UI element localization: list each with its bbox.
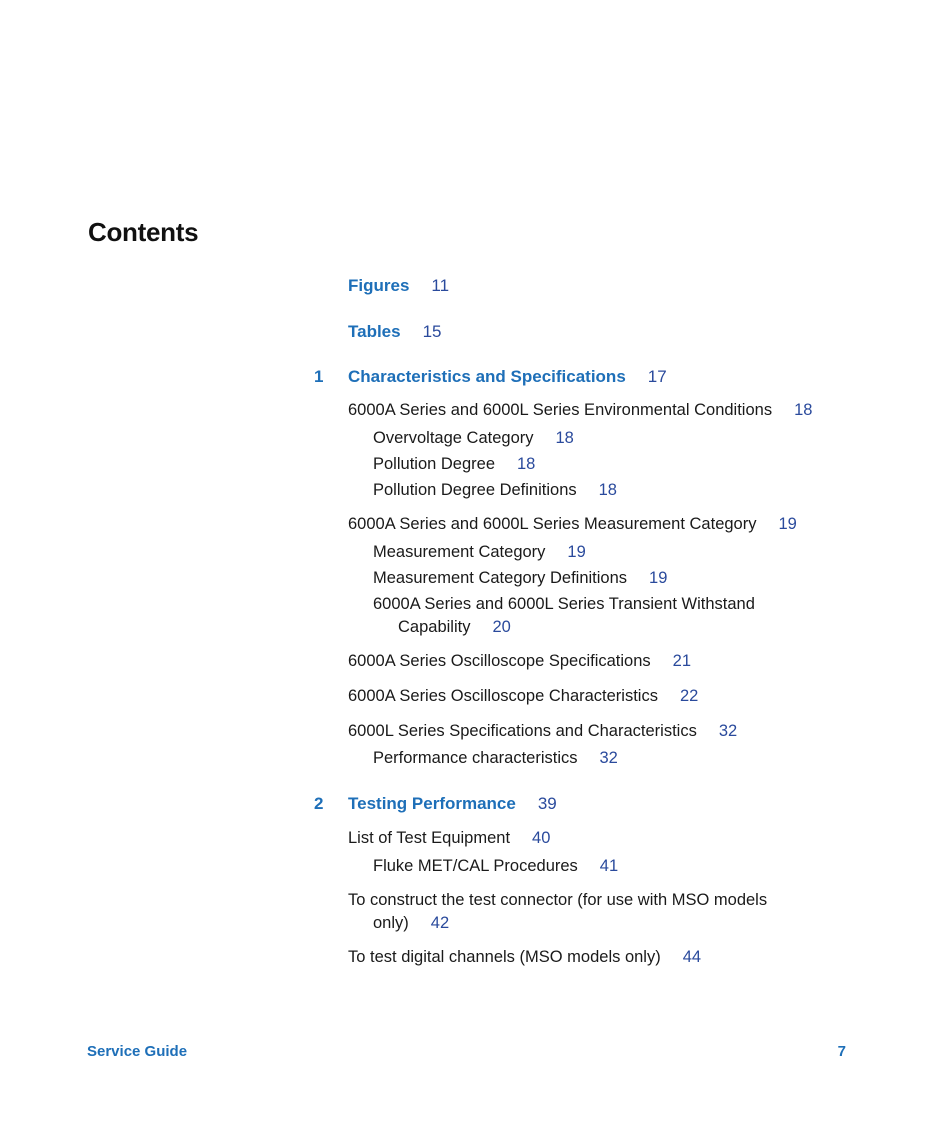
toc-entry-title: 6000A Series and 6000L Series Environmental Conditions <box>348 401 773 419</box>
toc-page-number: 39 <box>537 794 557 813</box>
toc-page-number: 22 <box>679 687 699 705</box>
toc-entry-continuation[interactable] <box>373 914 449 933</box>
toc-entry[interactable] <box>373 749 618 768</box>
toc-entry[interactable] <box>348 687 698 706</box>
toc-page-number: 15 <box>422 322 442 341</box>
toc-chapter-1[interactable] <box>348 367 667 387</box>
toc-entry[interactable] <box>373 595 755 614</box>
page-title: Contents <box>88 217 199 247</box>
toc-entry-tables[interactable] <box>348 322 442 342</box>
toc-page-number: 18 <box>598 481 617 499</box>
toc-page-number: 42 <box>430 914 450 932</box>
footer-guide-label: Service Guide <box>87 1043 188 1060</box>
toc-page-number: 19 <box>778 515 797 533</box>
toc-entry[interactable] <box>373 455 535 474</box>
toc-entry[interactable] <box>348 515 797 534</box>
toc-entry[interactable] <box>348 722 737 741</box>
toc-page-number: 40 <box>532 829 551 847</box>
toc-entry-title: Pollution Degree <box>373 455 495 473</box>
toc-entry[interactable] <box>373 481 617 500</box>
toc-page-number: 19 <box>567 543 586 561</box>
toc-entry-title: Fluke MET/CAL Procedures <box>373 857 578 875</box>
toc-entry-title: Tables <box>348 322 401 341</box>
toc-entry-title: Overvoltage Category <box>373 429 534 447</box>
toc-entry[interactable] <box>348 891 767 910</box>
toc-entry[interactable] <box>373 569 667 588</box>
toc-page-number: 20 <box>492 618 511 636</box>
toc-page-number: 21 <box>672 652 692 670</box>
footer-page-number: 7 <box>837 1043 846 1060</box>
toc-entry-title: 6000A Series and 6000L Series Measurement Category <box>348 515 757 533</box>
toc-entry-title: Figures <box>348 276 410 295</box>
toc-entry[interactable] <box>348 401 812 420</box>
toc-entry-title: To construct the test connector (for use with MSO models <box>348 891 768 909</box>
toc-chapter-2[interactable] <box>348 794 557 814</box>
toc-entry-title: Measurement Category <box>373 543 546 561</box>
toc-entry-figures[interactable] <box>348 276 449 296</box>
toc-page-number: 18 <box>555 429 574 447</box>
chapter-number: 1 <box>314 367 324 386</box>
toc-page-number: 17 <box>647 367 667 386</box>
toc-entry-title: 6000A Series Oscilloscope Characteristics <box>348 687 658 705</box>
toc-entry[interactable] <box>373 543 586 562</box>
chapter-title: Testing Performance <box>348 794 516 813</box>
toc-entry-title: 6000L Series Specifications and Characteristics <box>348 722 697 740</box>
toc-entry-title: Measurement Category Definitions <box>373 569 628 587</box>
toc-entry[interactable] <box>373 857 618 876</box>
toc-entry-title: Performance characteristics <box>373 749 578 767</box>
toc-entry[interactable] <box>348 829 550 848</box>
toc-entry-title: Capability <box>398 618 471 636</box>
chapter-title: Characteristics and Specifications <box>348 367 626 386</box>
toc-page-number: 19 <box>649 569 668 587</box>
toc-entry-title: To test digital channels (MSO models only) <box>348 948 661 966</box>
toc-entry-title: Pollution Degree Definitions <box>373 481 577 499</box>
toc-page-number: 32 <box>718 722 738 740</box>
toc-page-number: 32 <box>599 749 618 767</box>
toc-entry-continuation[interactable] <box>398 618 511 637</box>
toc-entry-title: only) <box>373 914 409 932</box>
toc-entry[interactable] <box>348 948 701 967</box>
toc-entry-title: List of Test Equipment <box>348 829 511 847</box>
toc-entry-title: 6000A Series Oscilloscope Specifications <box>348 652 651 670</box>
chapter-number: 2 <box>314 794 324 813</box>
toc-page-number: 44 <box>682 948 702 966</box>
toc-page-number: 41 <box>599 857 619 875</box>
toc-entry[interactable] <box>348 652 691 671</box>
toc-page-number: 11 <box>431 276 450 295</box>
toc-page-number: 18 <box>517 455 536 473</box>
toc-entry-title: 6000A Series and 6000L Series Transient Withstand <box>373 595 755 613</box>
toc-page-number: 18 <box>794 401 813 419</box>
toc-entry[interactable] <box>373 429 574 448</box>
